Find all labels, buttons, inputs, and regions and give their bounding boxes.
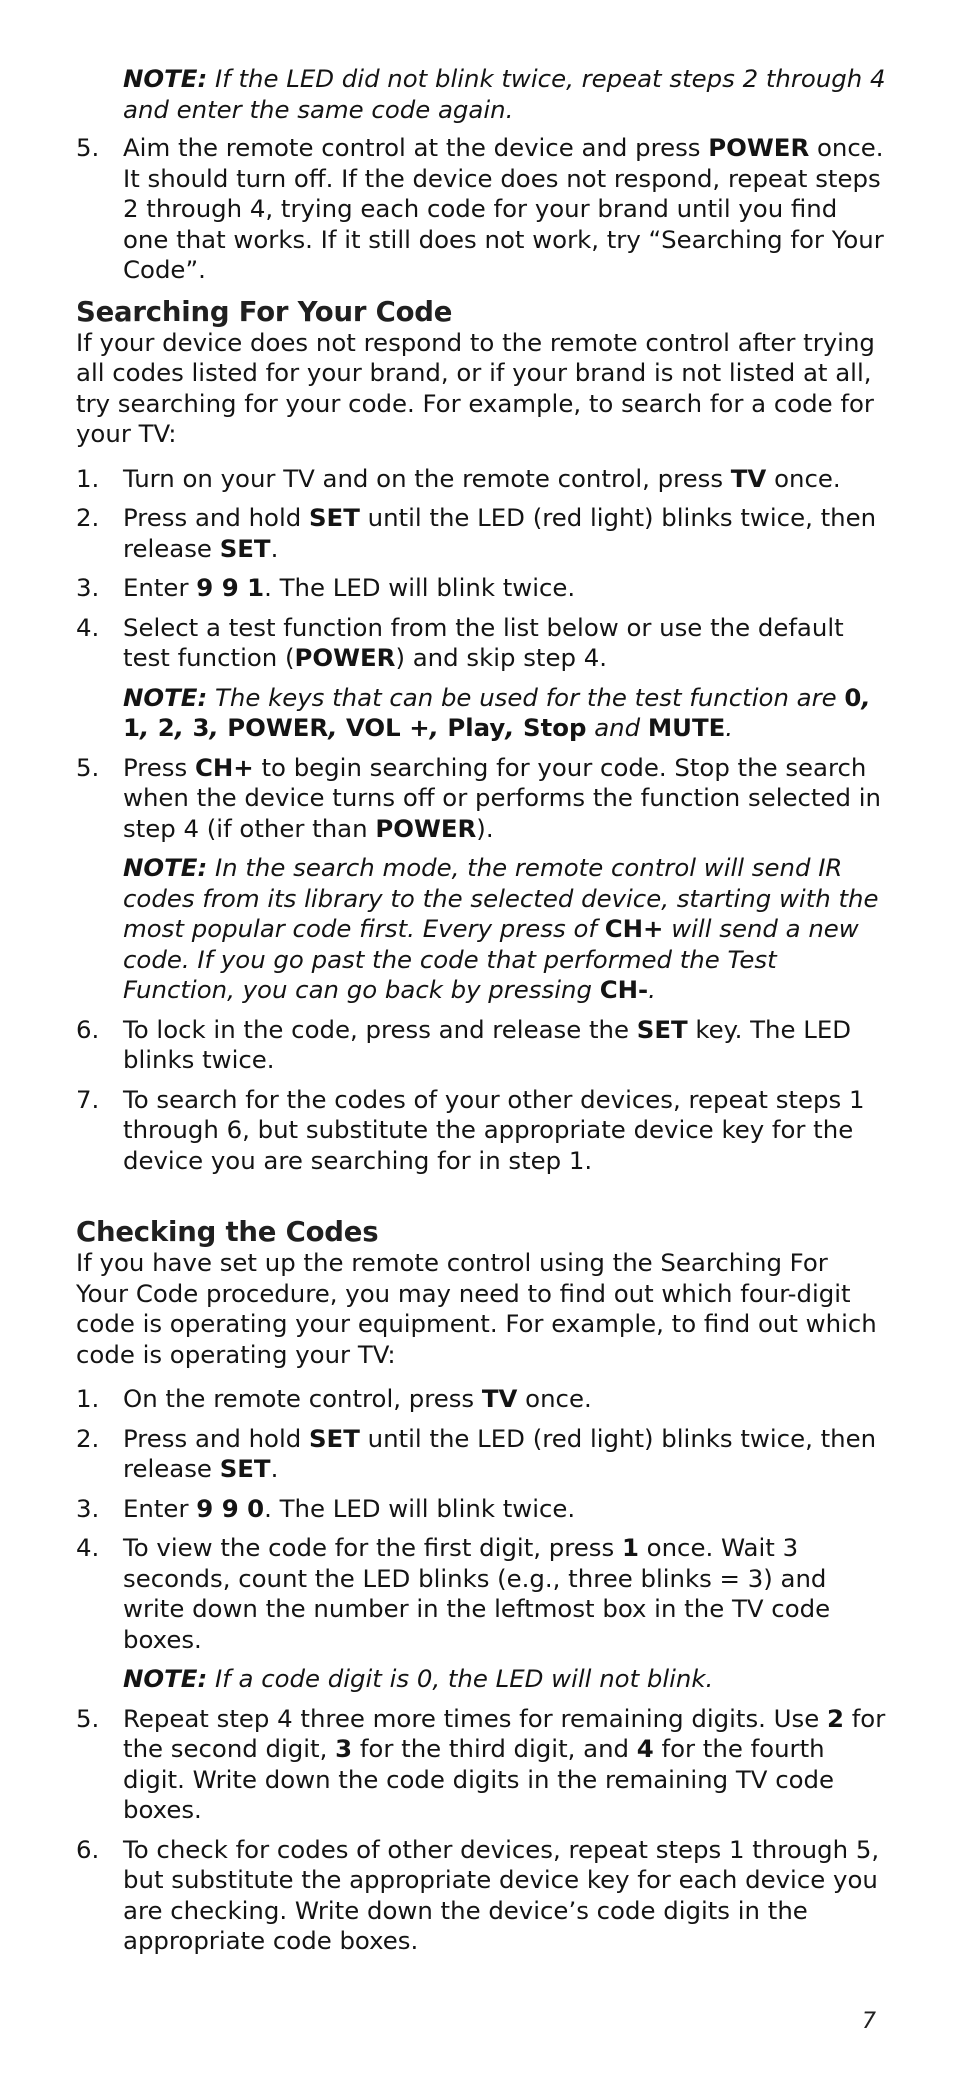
step-text: To check for codes of other devices, repeat steps 1 through 5, but substitute the appropriate device key for each device you are checking. Write down the device’s code digits in the appropriate code boxes. [123,1834,880,1955]
key-power: POWER [227,713,329,742]
step-text [123,133,886,286]
key-mute: MUTE [647,713,726,742]
step-number: 5. [76,133,100,162]
text-run: In the search mode, the remote control will send IR codes from its library to the selected device, starting with the most popular code first. Every press of [123,853,879,943]
text-run: ). [476,813,494,843]
key-ch-plus: CH+ [604,914,664,943]
key-power: POWER [375,813,477,843]
text-run: The keys that can be used for the test function are [207,682,845,712]
text-run: . The LED will blink twice. [264,1493,576,1523]
step-text [123,573,886,604]
text-run: Turn on your TV and on the remote control, press [123,463,731,493]
text-run: Repeat step 4 three more times for remaining digits. Use [123,1703,827,1733]
key-power: POWER [708,133,810,162]
text-run: Select a test function from the list below or use the default test function ( [123,612,844,672]
key-1: 1 [123,713,140,742]
step-text [123,1384,886,1415]
text-run: . [725,713,734,742]
text-run: To view the code for the first digit, press [123,1533,622,1562]
separator: , [429,713,448,742]
note-digit-zero [123,1664,886,1695]
text-run: Enter [123,1493,197,1523]
step-number: 7. [76,1084,100,1114]
text-run: . The LED will blink twice. [264,573,576,602]
search-step-5 [76,753,886,845]
key-set: SET [308,503,360,532]
note-label: NOTE: [123,1664,208,1693]
text-run: To lock in the code, press and release the [123,1014,637,1044]
key-1: 1 [621,1533,639,1562]
step-text: To search for the codes of your other devices, repeat steps 1 through 6, but substitute the appropriate device key for the device you are searching for in step 1. [123,1084,865,1175]
note-text: If the LED did not blink twice, repeat steps 2 through 4 and enter the same code again. [123,64,886,124]
separator: , [505,713,524,742]
text-run: once. [517,1384,592,1413]
check-step-4 [76,1533,886,1655]
separator: , [139,713,158,742]
text-run: . [270,1454,279,1483]
step-number: 4. [76,612,100,642]
search-step-4 [76,613,886,674]
text-run: Press [123,752,195,782]
key-2: 2 [826,1703,844,1733]
key-3: 3 [192,713,210,742]
code-990: 9 9 0 [196,1493,265,1523]
separator: , [209,713,228,742]
check-step-1 [76,1384,886,1415]
check-step-5 [76,1704,886,1826]
section-heading-checking: Checking the Codes [76,1216,379,1248]
step-number: 2. [76,1423,100,1453]
key-play: Play [447,713,506,742]
searching-intro: If your device does not respond to the remote control after trying all codes listed for your brand, or if your brand is not listed at all, try searching for your code. For example, to search for a code for your TV: [76,327,875,448]
search-step-2 [76,503,886,564]
text-run: will send a new code. If you go past the code that performed the Test Function, you can go back by pressing [123,914,859,1004]
step-number: 5. [76,752,100,782]
text-run: Aim the remote control at the device and press [123,133,709,162]
key-ch-minus: CH- [599,975,649,1004]
key-set: SET [219,533,271,563]
text-run: If a code digit is 0, the LED will not blink. [207,1664,714,1693]
search-step-1 [76,464,886,495]
check-step-3 [76,1494,886,1525]
step-number: 4. [76,1533,100,1562]
step-number: 6. [76,1834,100,1864]
key-set: SET [308,1423,360,1453]
text-run: Press and hold [123,1423,309,1453]
separator: , [174,713,193,742]
key-set: SET [636,1014,688,1044]
checking-intro: If you have set up the remote control using the Searching For Your Code procedure, you may need to find out which four-digit code is operating your equipment. For example, to find out which code is operating your TV: [76,1248,877,1369]
key-0: 0 [844,682,862,712]
text-run: On the remote control, press [123,1384,482,1413]
code-991: 9 9 1 [196,573,265,602]
text-run: and [586,713,648,742]
step-number: 3. [76,573,100,602]
step-text [123,1424,886,1485]
text-run: until the LED (red light) blinks twice, then release [123,503,877,563]
text-run: for the fourth digit. Write down the code digits in the remaining TV code boxes. [123,1734,835,1824]
text-run: once. [766,463,841,493]
key-3: 3 [335,1734,353,1763]
step-text [123,1533,886,1655]
text-run: key. The LED blinks twice. [123,1014,852,1074]
step-aim-remote [76,133,886,286]
key-4: 4 [636,1734,654,1763]
page-number: 7 [862,2009,876,2034]
page-content [76,64,886,1966]
key-vol-plus: VOL + [345,713,430,742]
step-text [123,464,886,495]
note-test-function-keys [123,683,886,744]
text-run: . [270,533,279,563]
section-heading-searching: Searching For Your Code [76,295,453,328]
note-search-mode [123,853,886,1006]
check-step-6 [76,1835,886,1957]
check-step-2 [76,1424,886,1485]
step-number: 3. [76,1493,100,1523]
note-led-not-blink [123,64,886,125]
separator: , [861,682,871,712]
step-number: 1. [76,1384,100,1413]
key-stop: Stop [523,713,587,742]
text-run: until the LED (red light) blinks twice, then release [123,1423,877,1483]
step-text [123,613,886,674]
key-power: POWER [294,643,396,672]
step-text [123,1704,886,1826]
text-run: to begin searching for your code. Stop the search when the device turns off or performs the function selected in step 4 (if other than [123,752,881,843]
text-run: for the second digit, [123,1703,886,1763]
note-label: NOTE: [123,682,208,712]
search-step-6 [76,1015,886,1076]
search-step-3 [76,573,886,604]
text-run: Press and hold [123,503,309,532]
step-text [123,753,886,845]
key-2: 2 [157,713,175,742]
key-tv: TV [730,463,767,493]
note-label: NOTE: [123,64,208,93]
step-text [123,1494,886,1525]
step-number: 1. [76,463,100,493]
step-text [123,503,886,564]
text-run: Enter [123,573,197,602]
text-run: . [648,975,656,1004]
text-run: for the third digit, and [352,1734,637,1763]
step-number: 2. [76,503,100,532]
note-label: NOTE: [123,853,208,882]
text-run: ) and skip step 4. [395,643,608,672]
key-tv: TV [481,1384,518,1413]
text-run: once. It should turn off. If the device does not respond, repeat steps 2 through 4, trying each code for your brand until you find one that works. If it still does not work, try “Searching for Your Code”. [123,133,884,284]
search-step-7 [76,1085,886,1177]
separator: , [328,713,346,742]
step-text [123,1015,886,1076]
key-set: SET [219,1454,271,1483]
text-run: once. Wait 3 seconds, count the LED blinks (e.g., three blinks = 3) and write down the number in the leftmost box in the TV code boxes. [123,1533,831,1654]
step-number: 5. [76,1703,100,1733]
key-ch-plus: CH+ [194,752,254,782]
step-number: 6. [76,1014,100,1044]
